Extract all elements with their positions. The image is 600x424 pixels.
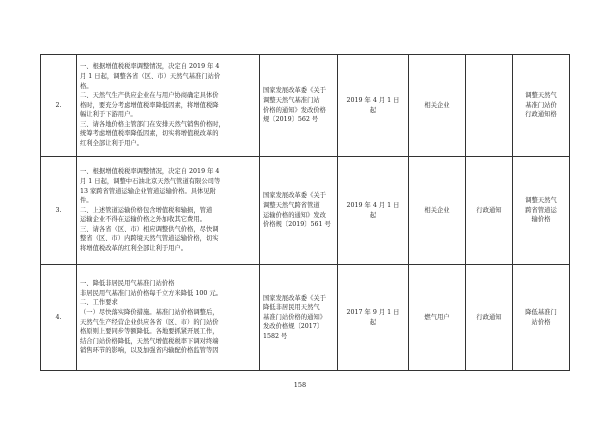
content-line: 一、降低非居民用气基准门站价格 [80, 280, 175, 288]
date-line: 2017 年 9 月 1 日 [346, 308, 400, 316]
basis-line: 国家发展改革委《关于 [263, 294, 326, 302]
basis-line: 1582 号 [263, 332, 288, 340]
basis-line: 基准门站价格的通知》 [263, 313, 326, 321]
policy-content [77, 55, 260, 157]
content-line: 一、根据增值税税率调整情况，决定自 2019 年 4 [80, 63, 220, 71]
title-line: 调整天然气 [525, 197, 557, 205]
policy-table [40, 54, 570, 371]
title-line: 输价格 [531, 216, 551, 224]
row-number: 3. [41, 157, 77, 265]
content-line: 件。 [80, 197, 93, 205]
basis-line: 规〔2019〕562 号 [263, 116, 319, 124]
policy-basis [260, 55, 338, 157]
basis-line: 价格规〔2019〕561 号 [263, 221, 331, 229]
date-line: 2019 年 4 月 1 日 [346, 201, 400, 209]
effective-date [338, 265, 409, 371]
content-line: 二、工作要求 [80, 299, 118, 307]
row-number: 2. [41, 55, 77, 157]
content-line: 一、根据增值税税率调整情况，决定自 2019 年 4 [80, 168, 220, 176]
content-line: 非居民用气基准门站价格每千立方米降低 100 元。 [80, 289, 222, 297]
content-line: 运输企业不得在运输价格之外加收其它费用。 [80, 216, 206, 224]
policy-title [513, 265, 570, 371]
publication-method [466, 55, 513, 157]
content-line: 二、天然气生产供应企业在与用户协商确定具体价 [80, 92, 219, 100]
basis-line: 降低非居民用天然气 [263, 304, 320, 312]
content-line: 格。 [80, 82, 93, 90]
table-row [41, 265, 570, 371]
policy-target: 相关企业 [409, 157, 466, 265]
basis-line: 价格的通知》发改价格 [263, 106, 326, 114]
content-line: 三、请各省（区、市）相应调整供气价格，尽快调 [80, 225, 219, 233]
policy-content [77, 265, 260, 371]
title-line: 调整天然气 [525, 92, 557, 100]
page-number: 158 [293, 381, 307, 389]
basis-line: 发改价格规〔2017〕 [263, 323, 324, 331]
publication-method: 行政通知 [466, 265, 513, 371]
publication-method: 行政通知 [466, 157, 513, 265]
content-line: 月 1 日起，调整中石油北京天然气管道有限公司等 [80, 177, 221, 185]
policy-title [513, 55, 570, 157]
date-line: 起 [369, 211, 377, 219]
title-line: 基准门站价 [525, 101, 557, 109]
content-line: 结合门站价格降低，天然气增值税税率下调对终端 [80, 337, 219, 345]
title-line: 站价格 [531, 318, 551, 326]
basis-line: 调整天然气跨省管道 [263, 201, 320, 209]
policy-title [513, 157, 570, 265]
title-line: 跨省管道运 [525, 206, 557, 214]
basis-line: 调整天然气基准门站 [263, 96, 320, 104]
basis-line: 国家发展改革委《关于 [263, 192, 326, 200]
content-line: 整省（区、市）内跨境天然气管道运输价格，切实 [80, 235, 219, 243]
date-line: 2019 年 4 月 1 日 [346, 96, 400, 104]
effective-date [338, 55, 409, 157]
content-line: 红利全部让利于用户。 [80, 140, 143, 148]
content-line: 格原则上要同步等额降低。各地要抓紧开展工作， [80, 328, 219, 336]
date-line: 起 [369, 318, 377, 326]
content-line: 统筹考虑增值税率降低因素，切实将增值税改革的 [80, 130, 219, 138]
effective-date [338, 157, 409, 265]
content-line: 三、请各地价格主管部门在安排天然气销售价格时， [80, 120, 225, 128]
date-line: 起 [369, 106, 377, 114]
content-line: 将增值税改革的红利全部让利于用户。 [80, 245, 188, 253]
content-line: 天然气生产经营企业供应各省（区、市）的门站价 [80, 318, 219, 326]
policy-target: 燃气用户 [409, 265, 466, 371]
basis-line: 国家发展改革委《关于 [263, 87, 326, 95]
basis-line: 运输价格的通知》发改 [263, 211, 326, 219]
title-line: 行政通知格 [525, 111, 557, 119]
title-line: 降低基准门 [525, 308, 557, 316]
content-line: 13 家跨省管道运输企业管道运输价格。具体见附 [80, 187, 216, 195]
row-number: 4. [41, 265, 77, 371]
policy-basis [260, 265, 338, 371]
content-line: （一）尽快落实降价措施。基准门站价格调整后， [80, 308, 219, 316]
policy-content [77, 157, 260, 265]
policy-basis [260, 157, 338, 265]
content-line: 格时，要充分考虑增值税率降低因素，将增值税降 [80, 101, 219, 109]
content-line: 月 1 日起，调整各省（区、市）天然气基准门站价 [80, 72, 221, 80]
content-line: 幅让利于下游用户。 [80, 111, 137, 119]
content-line: 二、上述管道运输价格包含增值税和输损，管道 [80, 206, 213, 214]
policy-target: 相关企业 [409, 55, 466, 157]
table-row [41, 157, 570, 265]
table-row [41, 55, 570, 157]
content-line: 销售环节的影响，以及加强省内输配价格监管等因 [80, 347, 219, 355]
